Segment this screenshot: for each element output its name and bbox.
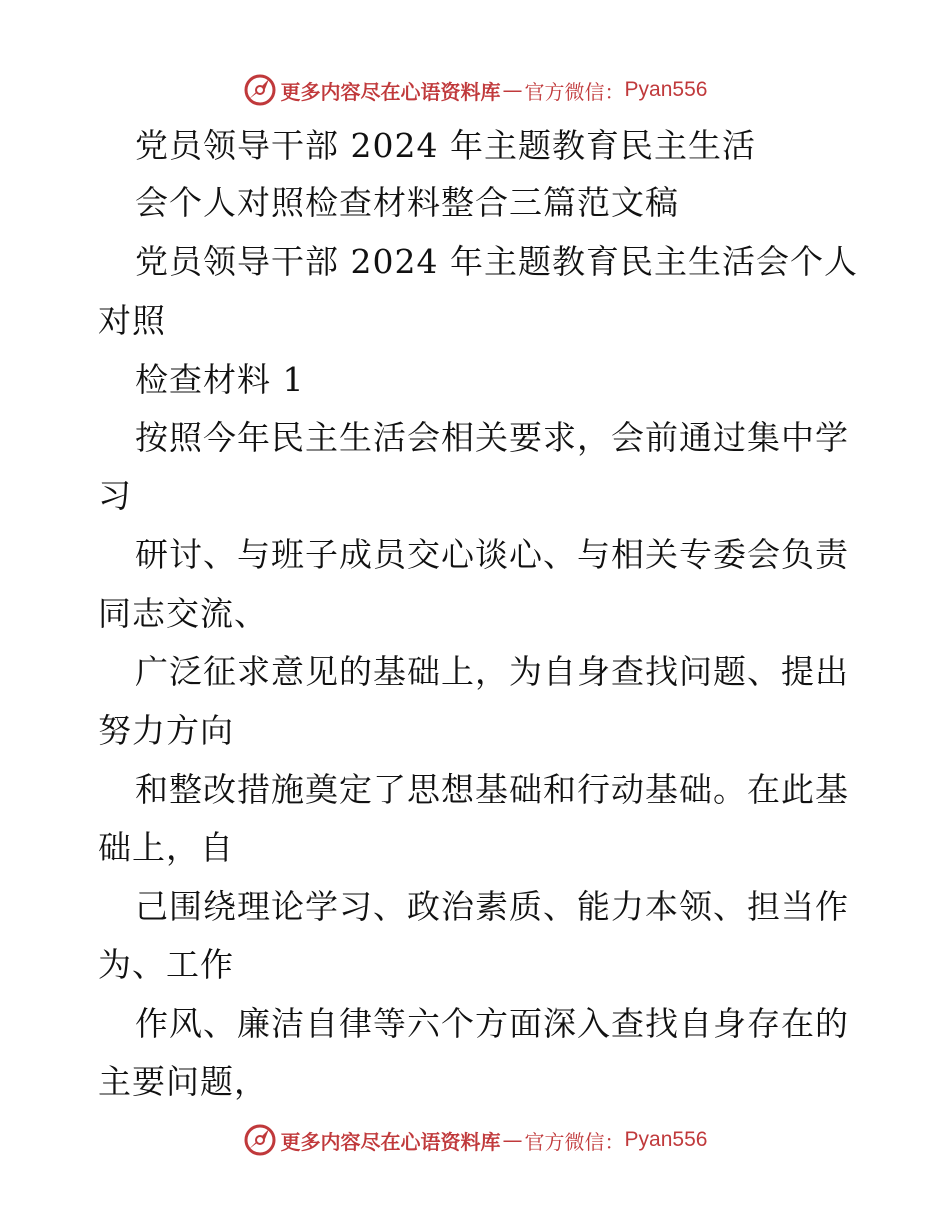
subtitle-line-3: 检查材料 1 xyxy=(135,360,305,399)
paragraph-line: 按照今年民主生活会相关要求，会前通过集中学 xyxy=(135,418,849,457)
banner-wechat-label: 官方微信： xyxy=(524,79,625,104)
paragraph-line: 础上，自 xyxy=(98,828,234,867)
paragraph-line: 同志交流、 xyxy=(98,594,268,633)
banner-brand-text: 更多内容尽在心语资料库 xyxy=(280,1129,501,1154)
banner-separator: — xyxy=(502,1128,523,1152)
quill-logo-icon xyxy=(243,1123,277,1157)
banner-separator: — xyxy=(502,78,523,102)
subtitle-line-2: 对照 xyxy=(98,301,166,340)
paragraph-line: 习 xyxy=(98,476,132,515)
paragraph-line: 为、工作 xyxy=(98,945,234,984)
banner-brand-text: 更多内容尽在心语资料库 xyxy=(280,79,501,104)
quill-logo-icon xyxy=(243,73,277,107)
banner-wechat-label: 官方微信： xyxy=(524,1129,625,1154)
subtitle-line-1: 党员领导干部 2024 年主题教育民主生活会个人 xyxy=(135,242,858,281)
banner-wechat-id: Pyan556 xyxy=(624,1128,708,1151)
title-line-2: 会个人对照检查材料整合三篇范文稿 xyxy=(135,183,679,222)
banner-wechat-id: Pyan556 xyxy=(624,78,708,101)
paragraph-line: 广泛征求意见的基础上，为自身查找问题、提出 xyxy=(135,652,849,691)
paragraph-line: 主要问题， xyxy=(98,1062,268,1101)
footer-watermark-banner xyxy=(0,1120,950,1160)
paragraph-line: 努力方向 xyxy=(98,711,234,750)
paragraph-line: 和整改措施奠定了思想基础和行动基础。在此基 xyxy=(135,770,849,809)
paragraph-line: 己围绕理论学习、政治素质、能力本领、担当作 xyxy=(135,887,849,926)
paragraph-line: 研讨、与班子成员交心谈心、与相关专委会负责 xyxy=(135,535,849,574)
header-watermark-banner xyxy=(0,70,950,110)
paragraph-line: 作风、廉洁自律等六个方面深入查找自身存在的 xyxy=(135,1004,849,1043)
title-line-1: 党员领导干部 2024 年主题教育民主生活 xyxy=(135,126,756,165)
